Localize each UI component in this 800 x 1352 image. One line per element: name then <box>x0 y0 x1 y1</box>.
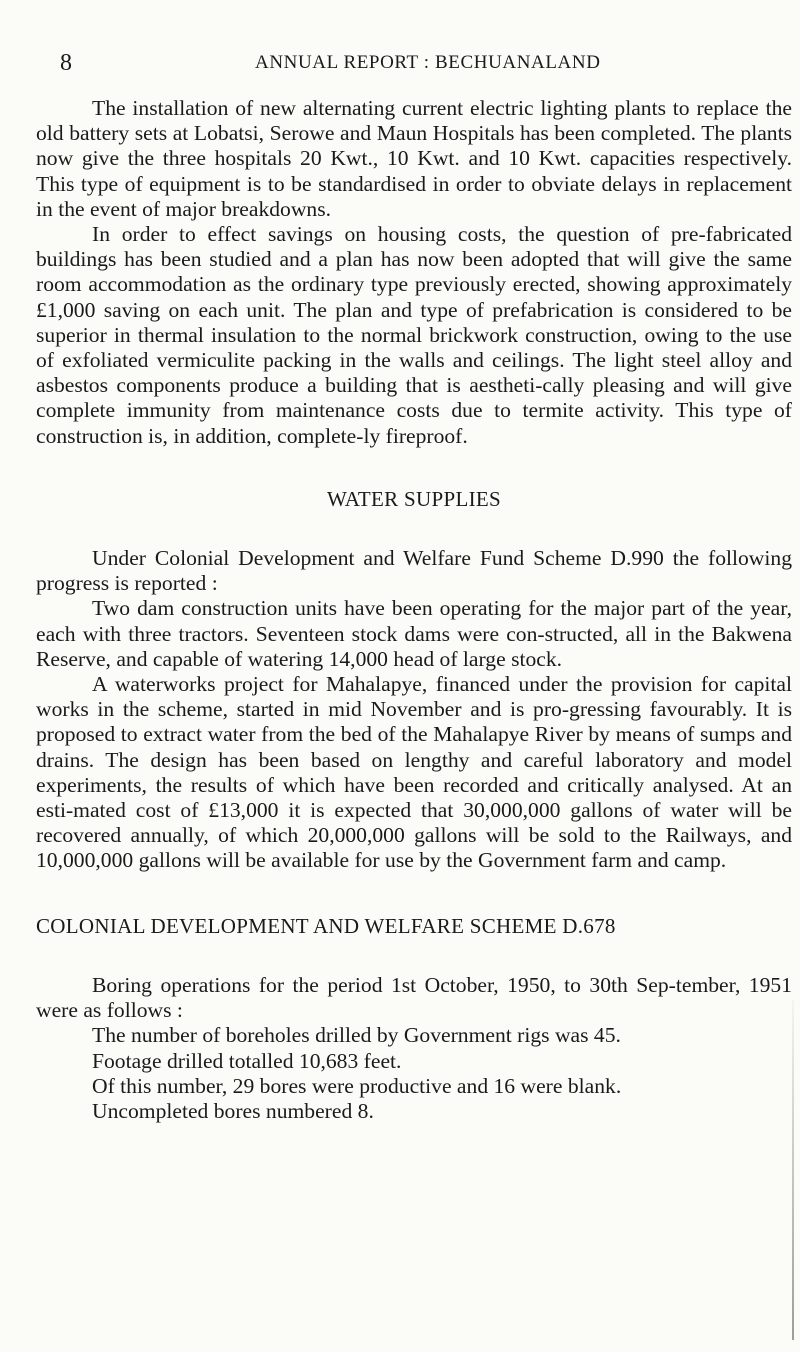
paragraph-boring-operations: Boring operations for the period 1st October, 1950, to 30th Sep-tember, 1951 were as follows : <box>36 972 792 1023</box>
page-edge-shadow <box>792 1000 794 1340</box>
line-boreholes-drilled: The number of boreholes drilled by Government rigs was 45. <box>92 1023 621 1048</box>
page-header <box>60 50 760 84</box>
paragraph-dam-construction: Two dam construction units have been operating for the major part of the year, each with three tractors. Seventeen stock dams were con-structed, all in the Bakwena Reserve, and capable of watering 14,000 head of large stock. <box>36 596 792 671</box>
paragraph-waterworks-mahalapye: A waterworks project for Mahalapye, financed under the provision for capital works in the scheme, started in mid November and is pro-gressing favourably. It is proposed to extract water from the bed of the Mahalapye River by means of sumps and drains. The design has been based on lengthy and careful laboratory and model experiments, the results of which have been recorded and critically analysed. At an esti-mated cost of £13,000 it is expected that 30,000,000 gallons of water will be recovered annually, of which 20,000,000 gallons will be sold to the Railways, and 10,000,000 gallons will be available for use by the Government farm and camp. <box>36 672 792 873</box>
line-productive-bores: Of this number, 29 bores were productive and 16 were blank. <box>92 1073 622 1098</box>
section-heading-water-supplies: WATER SUPPLIES <box>327 486 501 511</box>
line-footage-drilled: Footage drilled totalled 10,683 feet. <box>92 1048 402 1073</box>
paragraph-lighting-plants: The installation of new alternating current electric lighting plants to replace the old battery sets at Lobatsi, Serowe and Maun Hospitals has been completed. The plants now give the three hospitals 20 Kwt., 10 Kwt. and 10 Kwt. capacities respectively. This type of equipment is to be standardised in order to obviate delays in replacement in the event of major breakdowns. <box>36 96 792 221</box>
page-number: 8 <box>60 50 72 76</box>
paragraph-scheme-d990: Under Colonial Development and Welfare Fund Scheme D.990 the following progress is reported : <box>36 546 792 596</box>
paragraph-prefabricated-buildings: In order to effect savings on housing costs, the question of pre-fabricated buildings has been studied and a plan has now been adopted that will give the same room accommodation as the ordinary type previously erected, showing approximately £1,000 saving on each unit. The plan and type of prefabrication is considered to be superior in thermal insulation to the normal brickwork construction, owing to the use of exfoliated vermiculite packing in the walls and ceilings. The light steel alloy and asbestos components produce a building that is aestheti-cally pleasing and will give complete immunity from maintenance costs due to termite activity. This type of construction is, in addition, complete-ly fireproof. <box>36 222 792 448</box>
page-body <box>36 96 792 1124</box>
line-uncompleted-bores: Uncompleted bores numbered 8. <box>92 1098 374 1123</box>
running-title: ANNUAL REPORT : BECHUANALAND <box>255 52 601 73</box>
section-heading-scheme-d678: COLONIAL DEVELOPMENT AND WELFARE SCHEME D.678 <box>36 913 616 938</box>
